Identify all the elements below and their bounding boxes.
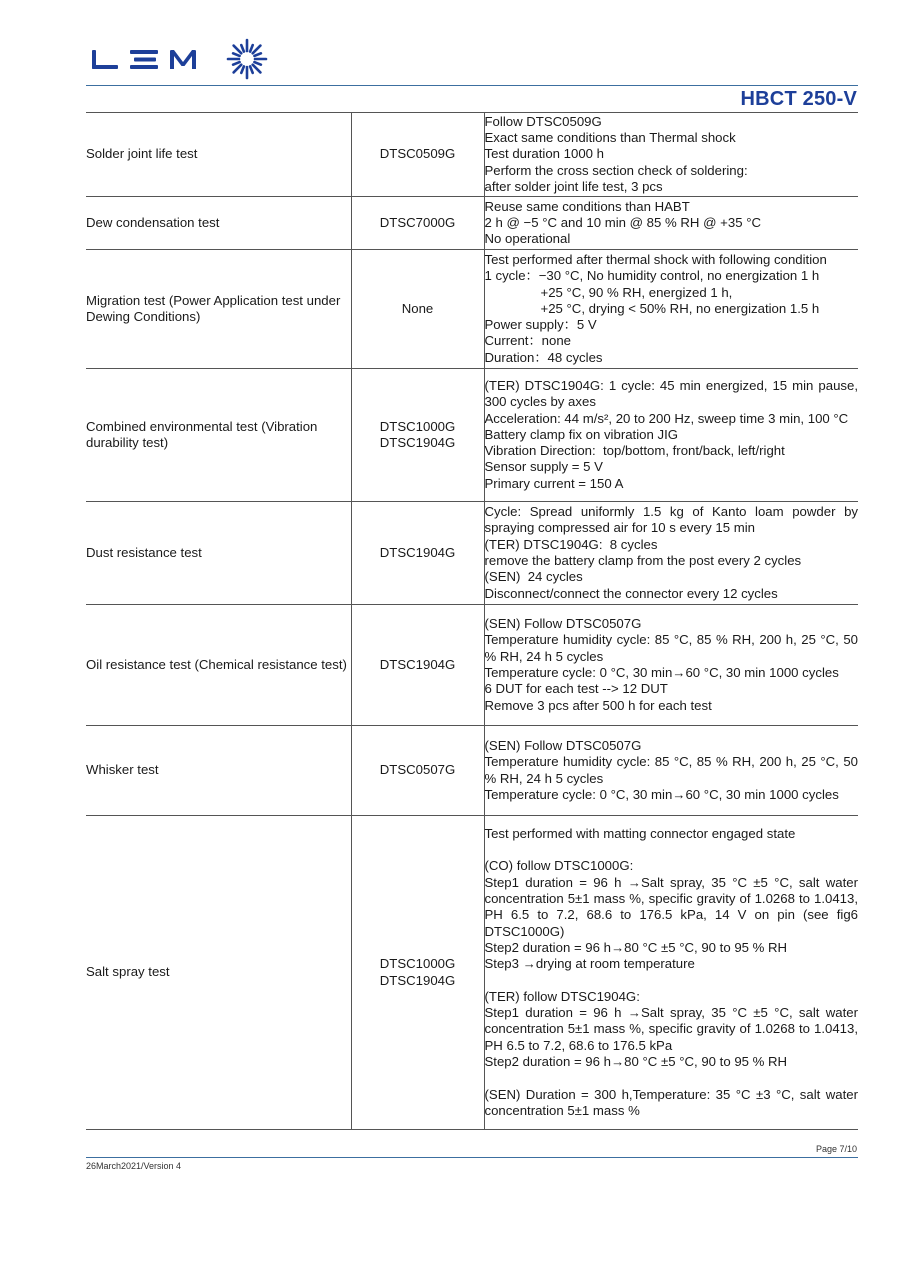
condition-line: Acceleration: 44 m/s², 20 to 200 Hz, sweep time 3 min, 100 °C — [484, 410, 849, 426]
test-name-cell: Combined environmental test (Vibration durability test) — [86, 369, 351, 502]
standard-cell — [351, 605, 484, 726]
condition-line: Step3 →drying at room temperature — [484, 956, 695, 972]
standard-code: DTSC1904G — [379, 656, 456, 672]
condition-line: Primary current = 150 A — [484, 475, 624, 491]
condition-line: Reuse same conditions than HABT — [484, 198, 690, 214]
standard-cell — [351, 197, 484, 250]
condition-line: Test performed with matting connector engaged state — [484, 825, 796, 841]
standard-code: DTSC1904G — [379, 544, 456, 560]
table-row — [86, 726, 858, 816]
condition-line: Step1 duration = 96 h →Salt spray, 35 °C ±5 °C, salt water concentration 5±1 mass %, specific gravity of 1.0268 to 1.0413, PH 6.5 to 7.2, 68.6 to 176.5 kPa, 14 V on pin (see fig6 DTSC1000G) — [484, 874, 858, 939]
logo-ray — [234, 65, 242, 73]
standard-cell — [351, 369, 484, 502]
condition-line: Test duration 1000 h — [484, 146, 605, 162]
test-conditions-cell — [484, 250, 858, 369]
blank-line — [485, 973, 859, 989]
test-name-cell: Salt spray test — [86, 816, 351, 1130]
test-conditions-cell — [484, 605, 858, 726]
condition-line: (SEN) 24 cycles — [484, 569, 583, 585]
condition-line: No operational — [484, 231, 571, 247]
table-row — [86, 502, 858, 605]
table-row — [86, 369, 858, 502]
condition-line: +25 °C, 90 % RH, energized 1 h, — [540, 284, 733, 300]
condition-line: Step1 duration = 96 h →Salt spray, 35 °C ±5 °C, salt water concentration 5±1 mass %, specific gravity of 1.0268 to 1.0413, PH 6.5 to 7.2, 68.6 to 176.5 kPa — [484, 1005, 858, 1053]
condition-line: Current：none — [484, 333, 571, 349]
standard-code: DTSC0507G — [379, 762, 456, 778]
standard-code: DTSC7000G — [379, 214, 456, 230]
condition-line: after solder joint life test, 3 pcs — [484, 178, 663, 194]
test-conditions-cell — [484, 197, 858, 250]
standard-code: DTSC1904G — [379, 435, 456, 450]
condition-line: (TER) DTSC1904G: 8 cycles — [484, 536, 658, 552]
logo-ray — [254, 62, 261, 65]
logo-ray — [250, 45, 253, 52]
condition-line: Vibration Direction: top/bottom, front/back, left/right — [484, 443, 785, 459]
logo-ray — [241, 66, 244, 73]
condition-line: Remove 3 pcs after 500 h for each test — [484, 697, 712, 713]
logo-ray — [253, 46, 261, 54]
test-name-cell: Oil resistance test (Chemical resistance test) — [86, 605, 351, 726]
table-row — [86, 113, 858, 197]
table-row — [86, 605, 858, 726]
standard-cell — [351, 250, 484, 369]
logo-ray — [241, 45, 244, 52]
table-row — [86, 197, 858, 250]
condition-line: 2 h @ −5 °C and 10 min @ 85 % RH @ +35 °C — [484, 214, 761, 230]
condition-line: (CO) follow DTSC1000G: — [484, 858, 634, 874]
condition-line: Sensor supply = 5 V — [484, 459, 603, 475]
condition-line: Step2 duration = 96 h→80 °C ±5 °C, 90 to 95 % RH — [484, 1053, 788, 1069]
document-version: 26March2021/Version 4 — [86, 1161, 182, 1171]
condition-line: Follow DTSC0509G — [484, 113, 602, 129]
condition-line: Disconnect/connect the connector every 12 cycles — [484, 585, 778, 601]
blank-line — [485, 842, 859, 858]
logo-ray — [233, 62, 240, 65]
condition-line: Power supply：5 V — [484, 317, 597, 333]
logo-ray — [233, 53, 240, 56]
test-name-cell: Whisker test — [86, 726, 351, 816]
condition-line: Temperature humidity cycle: 85 °C, 85 % RH, 200 h, 25 °C, 50 % RH, 24 h 5 cycles — [484, 632, 858, 664]
standard-cell — [351, 113, 484, 197]
test-conditions-cell — [484, 113, 858, 197]
table-row — [86, 816, 858, 1130]
condition-line: Duration：48 cycles — [484, 349, 603, 365]
condition-line: Perform the cross section check of soldering: — [484, 162, 748, 178]
condition-line: 6 DUT for each test --> 12 DUT — [484, 681, 668, 697]
condition-line: Battery clamp fix on vibration JIG — [484, 426, 678, 442]
standard-code: DTSC0509G — [379, 146, 456, 162]
blank-line — [485, 1070, 859, 1086]
lem-logo — [90, 38, 280, 88]
table-row — [86, 250, 858, 369]
condition-line: Temperature cycle: 0 °C, 30 min→60 °C, 30 min 1000 cycles — [484, 665, 839, 680]
condition-line: +25 °C, drying < 50% RH, no energization 1.5 h — [540, 300, 820, 316]
condition-line: remove the battery clamp from the post every 2 cycles — [484, 553, 802, 568]
condition-line: Temperature humidity cycle: 85 °C, 85 % RH, 200 h, 25 °C, 50 % RH, 24 h 5 cycles — [484, 754, 858, 786]
logo-ray — [234, 46, 242, 54]
standard-cell — [351, 726, 484, 816]
condition-line: (TER) DTSC1904G: 1 cycle: 45 min energized, 15 min pause, 300 cycles by axes — [484, 377, 858, 410]
condition-line: (SEN) Follow DTSC0507G — [484, 737, 642, 753]
standard-cell — [351, 816, 484, 1130]
test-name-cell: Solder joint life test — [86, 113, 351, 197]
test-conditions-cell — [484, 726, 858, 816]
logo-ray — [254, 53, 261, 56]
test-name-cell: Dust resistance test — [86, 502, 351, 605]
condition-line: Step2 duration = 96 h→80 °C ±5 °C, 90 to 95 % RH — [484, 939, 788, 955]
standard-cell — [351, 502, 484, 605]
test-name-cell: Dew condensation test — [86, 197, 351, 250]
condition-line: Test performed after thermal shock with following condition — [484, 251, 827, 267]
condition-line: Cycle: Spread uniformly 1.5 kg of Kanto loam powder by spraying compressed air for 10 s every 15 min — [484, 504, 858, 536]
logo-ray — [250, 66, 253, 73]
condition-line: Exact same conditions than Thermal shock — [484, 130, 736, 146]
standard-code: DTSC1000G — [379, 418, 456, 434]
header-rule — [86, 85, 858, 86]
test-conditions-cell — [484, 502, 858, 605]
condition-line: (SEN) Follow DTSC0507G — [484, 616, 642, 632]
standard-code: DTSC1000G — [379, 956, 456, 972]
standard-code: None — [401, 300, 434, 316]
page-number: Page 7/10 — [815, 1144, 857, 1154]
test-name-cell: Migration test (Power Application test under Dewing Conditions) — [86, 250, 351, 369]
condition-line: (TER) follow DTSC1904G: — [484, 988, 640, 1004]
test-conditions-cell — [484, 816, 858, 1130]
condition-line: (SEN) Duration = 300 h,Temperature: 35 °C ±3 °C, salt water concentration 5±1 mass % — [484, 1086, 858, 1118]
footer-rule — [86, 1157, 858, 1158]
logo-ray — [253, 65, 261, 73]
condition-line: Temperature cycle: 0 °C, 30 min→60 °C, 30 min 1000 cycles — [484, 786, 839, 802]
condition-line: 1 cycle：−30 °C, No humidity control, no energization 1 h — [484, 268, 820, 284]
test-conditions-cell — [484, 369, 858, 502]
test-specification-table — [86, 112, 858, 1130]
document-title: HBCT 250-V — [740, 88, 857, 110]
standard-code: DTSC1904G — [379, 972, 456, 988]
